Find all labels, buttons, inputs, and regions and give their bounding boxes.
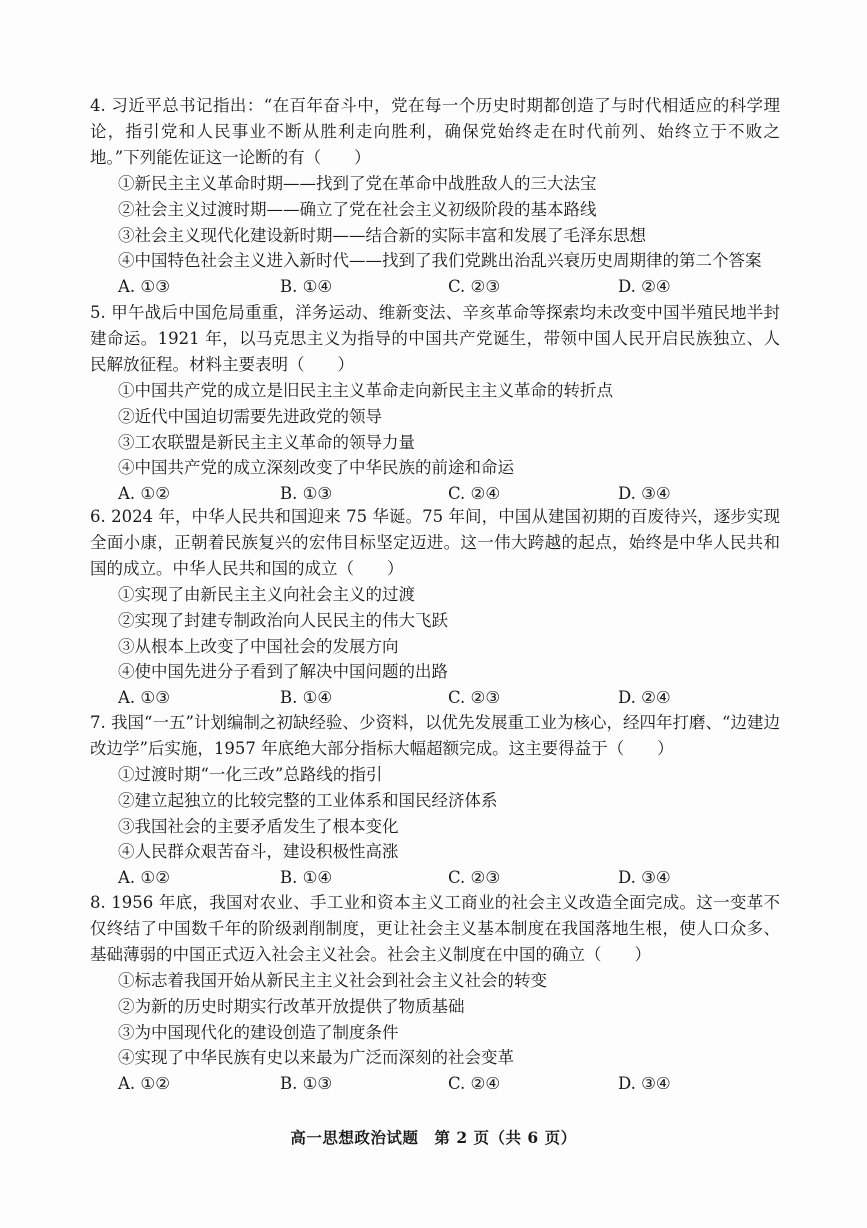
statement-list <box>118 968 780 1071</box>
answer-options <box>118 865 780 891</box>
question-stem: 6. 2024 年，中华人民共和国迎来 75 华诞。75 年间，中国从建国初期的百废待兴，逐步实现全面小康，正朝着民族复兴的宏伟目标坚定迈进。这一伟大跨越的起点，始终是中华人民共和国的成立。中华人民共和国的成立（ ） <box>90 507 780 578</box>
statement-list <box>118 762 780 865</box>
statement-item: ③为中国现代化的建设创造了制度条件 <box>118 1022 399 1042</box>
statement-item: ②实现了封建专制政治向人民民主的伟大飞跃 <box>118 610 448 630</box>
statement-item: ②近代中国迫切需要先进政党的领导 <box>118 406 382 426</box>
question-5 <box>90 300 780 507</box>
statement-item: ①新民主主义革命时期——找到了党在革命中战胜敌人的三大法宝 <box>118 174 597 193</box>
question-6 <box>90 504 780 711</box>
option-a: A. ①② <box>118 1074 170 1094</box>
option-a: A. ①③ <box>118 277 170 297</box>
question-8 <box>90 890 780 1097</box>
option-c: C. ②④ <box>448 484 501 504</box>
statement-item: ③工农联盟是新民主主义革命的领导力量 <box>118 432 415 452</box>
option-a: A. ①② <box>118 868 170 888</box>
statement-item: ④中国特色社会主义进入新时代——找到了我们党跳出治乱兴衰历史周期律的第二个答案 <box>118 251 762 271</box>
option-d: D. ③④ <box>618 1074 671 1094</box>
page-footer: 高一思想政治试题 第 2 页（共 6 页） <box>290 1128 577 1147</box>
option-b: B. ①④ <box>280 868 333 888</box>
question-7 <box>90 710 780 891</box>
option-d: D. ②④ <box>618 688 671 708</box>
statement-item: ③我国社会的主要矛盾发生了根本变化 <box>118 816 399 836</box>
statement-item: ④中国共产党的成立深刻改变了中华民族的前途和命运 <box>118 458 514 478</box>
statement-item: ②建立起独立的比较完整的工业体系和国民经济体系 <box>118 790 498 810</box>
question-stem: 7. 我国“一五”计划编制之初缺经验、少资料，以优先发展重工业为核心，经四年打磨、“边建边改边学”后实施，1957 年底绝大部分指标大幅超额完成。这主要得益于（ ） <box>90 713 780 758</box>
option-c: C. ②③ <box>448 688 501 708</box>
statement-list <box>118 378 780 481</box>
option-b: B. ①③ <box>280 484 333 504</box>
question-stem: 5. 甲午战后中国危局重重，洋务运动、维新变法、辛亥革命等探索均未改变中国半殖民地半封建命运。1921 年，以马克思主义为指导的中国共产党诞生，带领中国人民开启民族独立、人民解放征程。材料主要表明（ ） <box>90 303 780 374</box>
statement-list <box>118 582 780 685</box>
statement-item: ②为新的历史时期实行改革开放提供了物质基础 <box>118 996 465 1016</box>
question-4 <box>90 93 780 300</box>
option-c: C. ②④ <box>448 1074 501 1094</box>
option-a: A. ①③ <box>118 688 170 708</box>
statement-item: ②社会主义过渡时期——确立了党在社会主义初级阶段的基本路线 <box>118 199 597 219</box>
option-d: D. ③④ <box>618 868 671 888</box>
question-stem: 8. 1956 年底，我国对农业、手工业和资本主义工商业的社会主义改造全面完成。这一变革不仅终结了中国数千年的阶级剥削制度，更让社会主义基本制度在我国落地生根，使人口众多、基础薄弱的中国正式迈入社会主义社会。社会主义制度在中国的确立（ ） <box>90 893 780 964</box>
answer-options <box>118 274 780 300</box>
statement-list <box>118 171 780 274</box>
answer-options <box>118 1071 780 1097</box>
question-stem: 4. 习近平总书记指出：“在百年奋斗中，党在每一个历史时期都创造了与时代相适应的科学理论，指引党和人民事业不断从胜利走向胜利，确保党始终走在时代前列、始终立于不败之地。”下列能佐证这一论断的有（ ） <box>90 96 780 167</box>
statement-item: ③社会主义现代化建设新时期——结合新的实际丰富和发展了毛泽东思想 <box>118 225 646 245</box>
option-c: C. ②③ <box>448 868 501 888</box>
option-b: B. ①④ <box>280 277 333 297</box>
statement-item: ①实现了由新民主主义向社会主义的过渡 <box>118 585 415 604</box>
statement-item: ④实现了中华民族有史以来最为广泛而深刻的社会变革 <box>118 1048 514 1068</box>
option-b: B. ①③ <box>280 1074 333 1094</box>
statement-item: ③从根本上改变了中国社会的发展方向 <box>118 636 399 656</box>
statement-item: ④人民群众艰苦奋斗，建设积极性高涨 <box>118 842 399 862</box>
statement-item: ①标志着我国开始从新民主主义社会到社会主义社会的转变 <box>118 971 547 990</box>
option-d: D. ②④ <box>618 277 671 297</box>
option-c: C. ②③ <box>448 277 501 297</box>
statement-item: ④使中国先进分子看到了解决中国问题的出路 <box>118 662 448 682</box>
statement-item: ①中国共产党的成立是旧民主主义革命走向新民主主义革命的转折点 <box>118 381 613 400</box>
statement-item: ①过渡时期“一化三改”总路线的指引 <box>118 765 383 784</box>
option-d: D. ③④ <box>618 484 671 504</box>
option-a: A. ①② <box>118 484 170 504</box>
option-b: B. ①④ <box>280 688 333 708</box>
answer-options <box>118 685 780 711</box>
